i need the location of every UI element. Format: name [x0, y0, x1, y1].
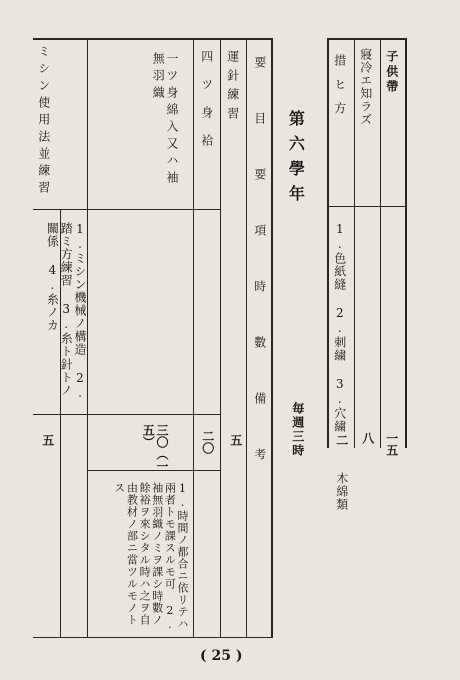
- table-header: 要 目 要 項 時 數 備 考: [252, 56, 267, 476]
- left-table-border-right: [271, 38, 273, 638]
- right-hours-sochihikata: 二: [334, 434, 349, 446]
- right-table-border-left: [327, 38, 329, 448]
- right-items-sewing: 1.色紙縫 2.刺繍 3.穴繍: [332, 222, 347, 433]
- subject-yotsumi: 四ツ身袷: [199, 50, 214, 162]
- right-subject-nebie-shirazu: 寢冷エ知ラズ: [358, 48, 373, 126]
- subject-unshin: 運針練習: [225, 50, 240, 126]
- subject-mishin: ミシン使用法並練習: [36, 45, 51, 198]
- page-number: ( 25 ): [200, 648, 243, 664]
- right-notes-momen: 木綿類: [334, 472, 349, 511]
- hours-yotsumi: 二〇: [200, 430, 215, 454]
- hours-unshin: 五: [228, 434, 243, 446]
- notes-hitotsumi: 1.時間ノ都合ニ依リテハ兩者トモ課スルモ可 2.袖無羽織ノミヲ課シ時數ノ餘裕ヲ來シタル時ハ之ヲ自由教材ノ部ニ當ツルモノトス: [112, 482, 189, 632]
- left-table-bottom-border: [33, 637, 273, 638]
- right-table-border-1: [354, 38, 355, 448]
- right-hours-nebie: 八: [360, 432, 375, 444]
- grade-title: 第六學年: [286, 110, 306, 210]
- right-table-top-border: [327, 38, 407, 40]
- left-table-border-1: [246, 38, 247, 638]
- hours-hitotsumi: 三〇（一五）: [141, 424, 169, 472]
- right-subject-sochihikata: 措ヒ方: [332, 54, 347, 126]
- right-table-border-2: [380, 38, 381, 448]
- left-table-top-border: [33, 38, 273, 40]
- right-subject-kodomo-obi: 子供帶: [384, 50, 399, 95]
- weekly-hours: 毎週三時: [290, 402, 305, 458]
- left-table-border-3: [193, 38, 194, 638]
- right-hours-kodomo-obi: 一五: [384, 432, 399, 456]
- left-table-divider-mid: [33, 209, 220, 210]
- left-table-divider-hours: [33, 414, 220, 415]
- right-table-border-right: [405, 38, 407, 448]
- right-table-divider: [327, 206, 407, 207]
- left-table-border-4: [87, 38, 88, 638]
- subject-hitotsumi: 一ツ身綿入又ハ袖無羽織: [151, 52, 179, 188]
- left-table-border-2: [220, 38, 221, 638]
- hours-mishin: 五: [40, 434, 55, 446]
- mishin-items: 1.ミシン機械ノ構造 2.踏ミ方練習 3.糸ト針トノ關係 4.糸ノカ: [45, 222, 87, 401]
